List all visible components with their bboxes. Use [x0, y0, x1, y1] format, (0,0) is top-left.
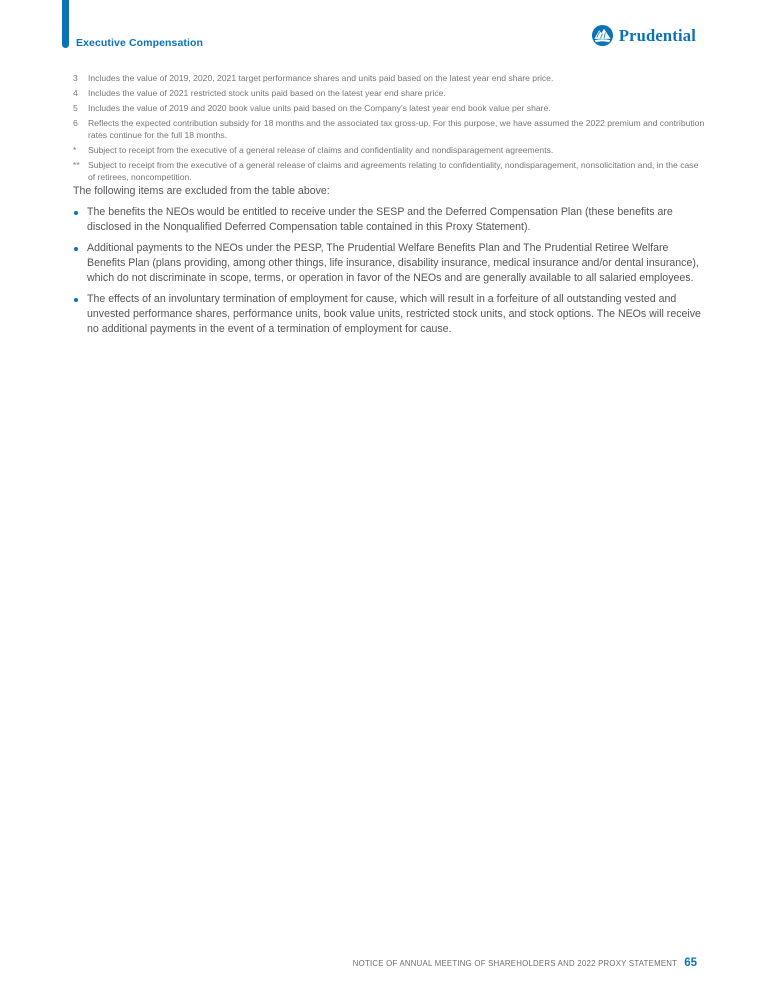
section-accent-bar [62, 0, 69, 48]
footnote-text: Includes the value of 2019, 2020, 2021 target performance shares and units paid based on the latest year end share price. [88, 73, 554, 83]
footnote-double-asterisk [73, 159, 705, 183]
footnote-text: Subject to receipt from the executive of a general release of claims and agreements relating to confidentiality, nondisparagement, nonsolicitation and, in the case of retirees, noncompetition. [88, 160, 699, 182]
footnote-marker: 3 [73, 73, 78, 83]
footnote-4 [73, 87, 705, 99]
logo-wordmark: Prudential [618, 25, 696, 45]
bullet-icon [74, 298, 78, 302]
footnote-marker: 4 [73, 88, 78, 98]
body-section [73, 184, 701, 343]
footnote-marker: * [73, 145, 77, 155]
footnote-5 [73, 102, 705, 114]
page-footer [353, 957, 697, 969]
footnote-text: Subject to receipt from the executive of a general release of claims and confidentiality and nondisparagement agreements. [88, 145, 554, 155]
footnote-asterisk [73, 144, 705, 156]
list-item-text: The benefits the NEOs would be entitled to receive under the SESP and the Deferred Compensation Plan (these benefits are disclosed in the Nonqualified Deferred Compensation table contained in this Proxy Statement). [87, 206, 673, 233]
list-item-text: The effects of an involuntary termination of employment for cause, which will result in a forfeiture of all outstanding vested and unvested performance shares, performance units, book value units, restricted stock units, and stock options. The NEOs will receive no additional payments in the event of a termination of employment for cause. [87, 293, 701, 335]
prudential-logo [591, 24, 696, 47]
footnote-text: Includes the value of 2021 restricted stock units paid based on the latest year end share price. [88, 88, 446, 98]
section-title: Executive Compensation [76, 37, 204, 49]
list-item [73, 241, 701, 286]
list-item [73, 292, 701, 337]
prudential-rock-icon [591, 24, 614, 47]
footnote-marker: ** [73, 160, 80, 170]
bullet-icon [74, 247, 78, 251]
footnotes-section [73, 72, 705, 186]
footnote-text: Reflects the expected contribution subsidy for 18 months and the associated tax gross-up. For this purpose, we have assumed the 2022 premium and contribution rates continue for the full 18 months. [88, 118, 705, 140]
bullet-icon [74, 211, 78, 215]
footnote-text: Includes the value of 2019 and 2020 book value units paid based on the Company's latest year end book value per share. [88, 103, 551, 113]
footnote-marker: 6 [73, 118, 78, 128]
excluded-items-list [73, 205, 701, 337]
list-item-text: Additional payments to the NEOs under the PESP, The Prudential Welfare Benefits Plan and The Prudential Retiree Welfare Benefits Plan (plans providing, among other things, life insurance, disability insurance, medical insurance and/or dental insurance), which do not discriminate in scope, terms, or operation in favor of the NEOs and are generally available to all salaried employees. [87, 242, 699, 284]
page-number: 65 [684, 957, 697, 969]
footer-text: NOTICE OF ANNUAL MEETING OF SHAREHOLDERS AND 2022 PROXY STATEMENT [352, 959, 678, 968]
list-item [73, 205, 701, 235]
footnote-marker: 5 [73, 103, 78, 113]
footnote-3 [73, 72, 705, 84]
footnote-6 [73, 117, 705, 141]
intro-paragraph: The following items are excluded from the table above: [73, 185, 330, 197]
